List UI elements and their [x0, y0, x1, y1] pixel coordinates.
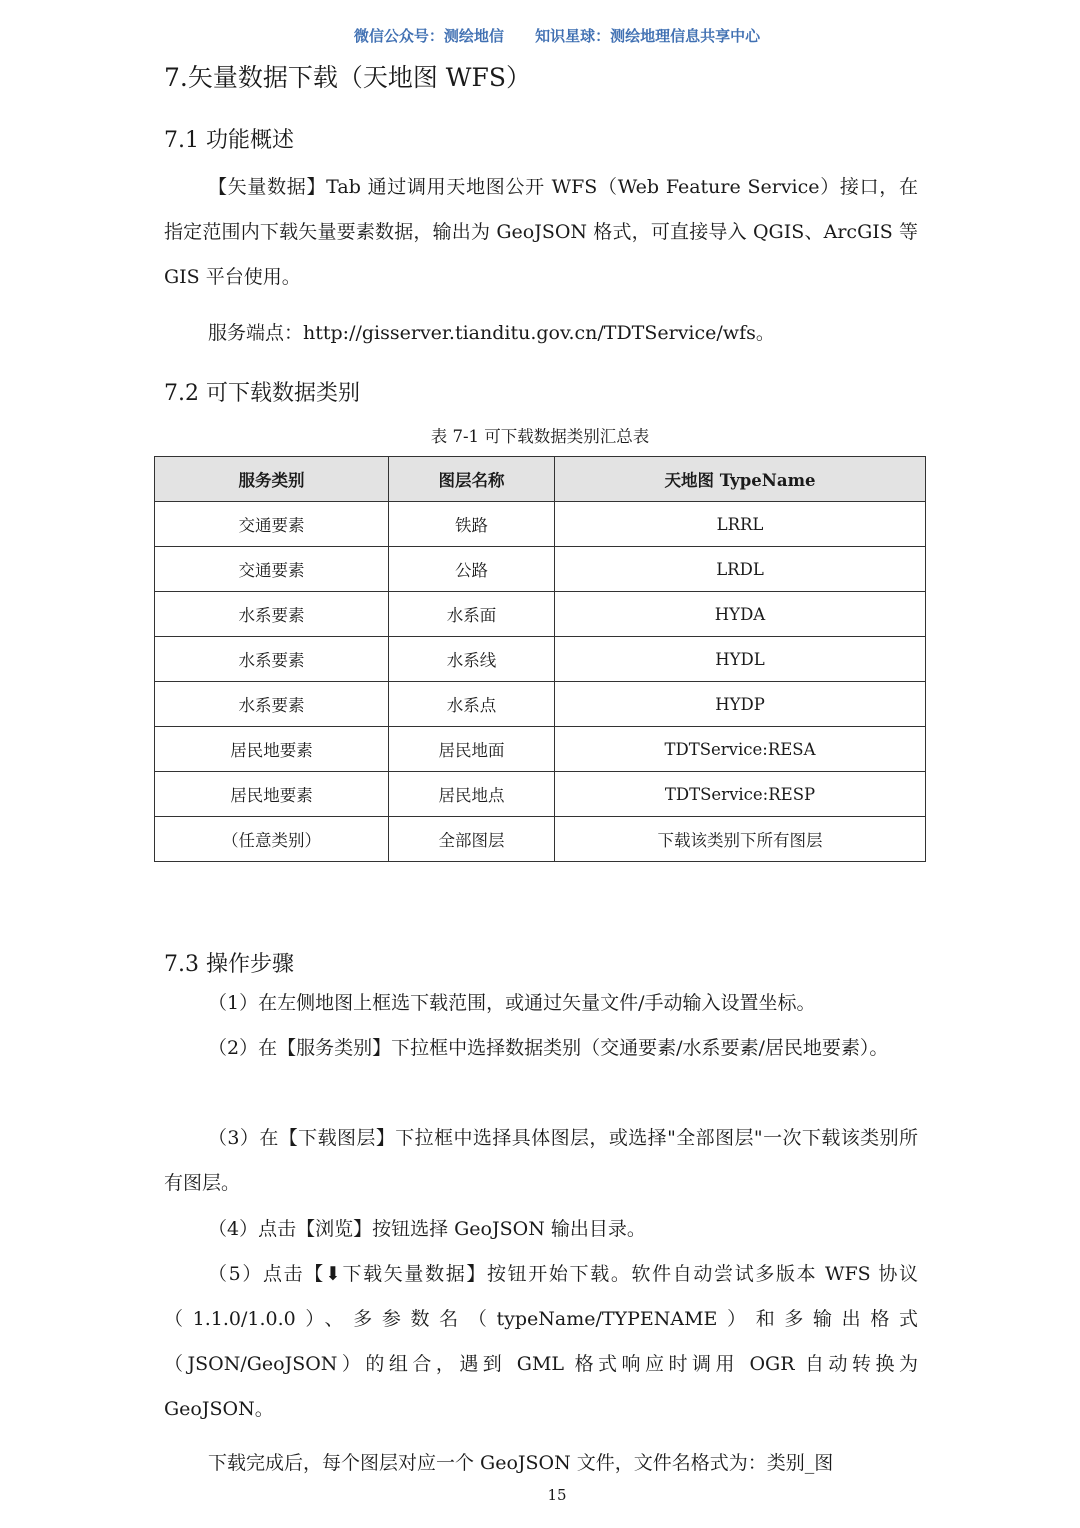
table-row [155, 817, 926, 862]
table-header-row [155, 457, 926, 502]
page-number: 15 [547, 1486, 567, 1504]
table-cell: 水系点 [389, 682, 555, 727]
table-cell: 铁路 [389, 502, 555, 547]
header-zsxq: 知识星球：测绘地理信息共享中心 [535, 27, 761, 45]
table-cell: 交通要素 [155, 547, 389, 592]
table-cell: 居民地点 [389, 772, 555, 817]
table-row [155, 772, 926, 817]
table-row [155, 502, 926, 547]
table-cell: 全部图层 [389, 817, 555, 862]
table-row [155, 637, 926, 682]
data-category-table [154, 456, 926, 862]
table-row [155, 682, 926, 727]
table-cell: TDTService:RESA [555, 727, 926, 772]
table-cell: LRDL [555, 547, 926, 592]
table-cell: 居民地要素 [155, 727, 389, 772]
table-cell: 下载该类别下所有图层 [555, 817, 926, 862]
endpoint-line: 服务端点：http://gisserver.tianditu.gov.cn/TDTService/wfs。 [208, 322, 775, 344]
table-cell: HYDL [555, 637, 926, 682]
table-row [155, 592, 926, 637]
table-cell: HYDP [555, 682, 926, 727]
section-heading-7-3: 7.3 操作步骤 [164, 952, 294, 977]
column-header: 图层名称 [389, 457, 555, 502]
column-header: 服务类别 [155, 457, 389, 502]
header-wechat: 微信公众号：测绘地信 [353, 27, 504, 45]
step-3: （3）在【下载图层】下拉框中选择具体图层，或选择"全部图层"一次下载该类别所有图层。 [164, 1127, 918, 1194]
step-1: （1）在左侧地图上框选下载范围，或通过矢量文件/手动输入设置坐标。 [208, 992, 816, 1014]
step-2: （2）在【服务类别】下拉框中选择数据类别（交通要素/水系要素/居民地要素）。 [208, 1037, 889, 1059]
table-cell: HYDA [555, 592, 926, 637]
step-4: （4）点击【浏览】按钮选择 GeoJSON 输出目录。 [208, 1218, 646, 1240]
section-heading-7-1: 7.1 功能概述 [164, 128, 294, 153]
chapter-title: 7.矢量数据下载（天地图 WFS） [164, 63, 531, 92]
table-cell: （任意类别） [155, 817, 389, 862]
section-heading-7-2: 7.2 可下载数据类别 [164, 381, 360, 406]
overview-paragraph: 【矢量数据】Tab 通过调用天地图公开 WFS（Web Feature Service）接口，在指定范围内下载矢量要素数据，输出为 GeoJSON 格式，可直接导入 QGIS、ArcGIS 等 GIS 平台使用。 [164, 176, 918, 288]
table-cell: 交通要素 [155, 502, 389, 547]
table-cell: 公路 [389, 547, 555, 592]
table-cell: 水系要素 [155, 637, 389, 682]
table-cell: TDTService:RESP [555, 772, 926, 817]
table-cell: LRRL [555, 502, 926, 547]
table-cell: 居民地面 [389, 727, 555, 772]
download-result-paragraph: 下载完成后，每个图层对应一个 GeoJSON 文件，文件名格式为：类别_图 [208, 1452, 834, 1474]
table-row [155, 727, 926, 772]
table-row [155, 547, 926, 592]
step-5: （5）点击【⬇下载矢量数据】按钮开始下载。软件自动尝试多版本 WFS 协议（1.1.0/1.0.0）、多参数名（typeName/TYPENAME）和多输出格式（JSON/GeoJSON）的组合，遇到 GML 格式响应时调用 OGR 自动转换为 GeoJSON。 [164, 1263, 918, 1420]
table-cell: 水系要素 [155, 592, 389, 637]
table-cell: 水系线 [389, 637, 555, 682]
table-caption: 表 7-1 可下载数据类别汇总表 [430, 427, 650, 446]
column-header: 天地图 TypeName [555, 457, 926, 502]
page-header [0, 25, 1080, 46]
table-cell: 居民地要素 [155, 772, 389, 817]
table-cell: 水系面 [389, 592, 555, 637]
table-cell: 水系要素 [155, 682, 389, 727]
